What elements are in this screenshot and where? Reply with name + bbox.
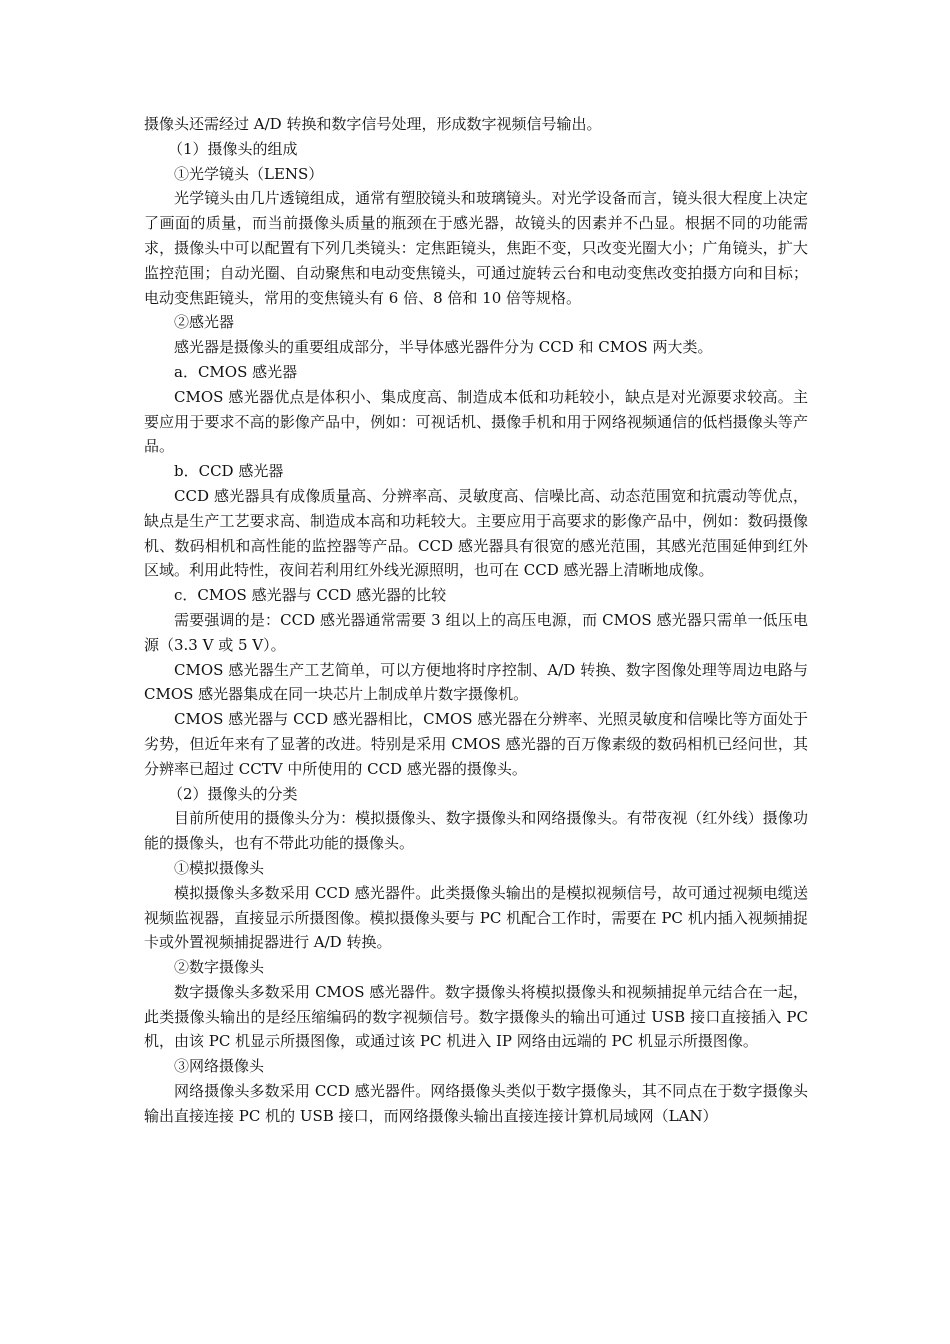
section-heading: （2）摄像头的分类	[168, 784, 298, 803]
body-paragraph: 光学镜头由几片透镜组成，通常有塑胶镜头和玻璃镜头。对光学设备而言，镜头很大程度上决定了画面的质量，而当前摄像头质量的瓶颈在于感光器，故镜头的因素并不凸显。根据不同的功能需求，摄像头中可以配置有下列几类镜头：定焦距镜头，焦距不变，只改变光圈大小；广角镜头，扩大监控范围；自动光圈、自动聚焦和电动变焦镜头，可通过旋转云台和电动变焦改变拍摄方向和目标；电动变焦距镜头，常用的变焦镜头有 6 倍、8 倍和 10 倍等规格。	[144, 189, 808, 307]
body-paragraph: CCD 感光器具有成像质量高、分辨率高、灵敏度高、信噪比高、动态范围宽和抗震动等优点，缺点是生产工艺要求高、制造成本高和功耗较大。主要应用于高要求的影像产品中，例如：数码摄像机、数码相机和高性能的监控器等产品。CCD 感光器具有很宽的感光范围，其感光范围延伸到红外区域。利用此特性，夜间若利用红外线光源照明，也可在 CCD 感光器上清晰地成像。	[144, 486, 808, 580]
section-heading: ①光学镜头（LENS）	[174, 164, 324, 183]
section-heading: （1）摄像头的组成	[168, 139, 298, 158]
section-heading: c．CMOS 感光器与 CCD 感光器的比较	[174, 586, 447, 605]
body-paragraph: 网络摄像头多数采用 CCD 感光器件。网络摄像头类似于数字摄像头，其不同点在于数字摄像头输出直接连接 PC 机的 USB 接口，而网络摄像头输出直接连接计算机局域网（LAN）	[144, 1082, 808, 1125]
section-heading: ①模拟摄像头	[174, 858, 265, 877]
body-paragraph: 摄像头还需经过 A/D 转换和数字信号处理，形成数字视频信号输出。	[144, 115, 602, 133]
body-paragraph: CMOS 感光器生产工艺简单，可以方便地将时序控制、A/D 转换、数字图像处理等周边电路与 CMOS 感光器集成在同一块芯片上制成单片数字摄像机。	[144, 660, 808, 704]
body-paragraph: 目前所使用的摄像头分为：模拟摄像头、数字摄像头和网络摄像头。有带夜视（红外线）摄像功能的摄像头，也有不带此功能的摄像头。	[144, 809, 808, 853]
body-paragraph: 感光器是摄像头的重要组成部分，半导体感光器件分为 CCD 和 CMOS 两大类。	[174, 338, 713, 357]
body-paragraph: CMOS 感光器优点是体积小、集成度高、制造成本低和功耗较小，缺点是对光源要求较高。主要应用于要求不高的影像产品中，例如：可视话机、摄像手机和用于网络视频通信的低档摄像头等产品。	[144, 387, 808, 456]
section-heading: ②数字摄像头	[174, 958, 265, 977]
section-heading: b．CCD 感光器	[174, 462, 284, 481]
document-page	[144, 112, 808, 1129]
body-paragraph: CMOS 感光器与 CCD 感光器相比，CMOS 感光器在分辨率、光照灵敏度和信噪比等方面处于劣势，但近年来有了显著的改进。特别是采用 CMOS 感光器的百万像素级的数码相机已经问世，其分辨率已超过 CCTV 中所使用的 CCD 感光器的摄像头。	[144, 710, 808, 778]
section-heading: ③网络摄像头	[174, 1057, 265, 1076]
body-paragraph: 数字摄像头多数采用 CMOS 感光器件。数字摄像头将模拟摄像头和视频捕捉单元结合在一起，此类摄像头输出的是经压缩编码的数字视频信号。数字摄像头的输出可通过 USB 接口直接插入 PC 机，由该 PC 机显示所摄图像，或通过该 PC 机进入 IP 网络由远端的 PC 机显示所摄图像。	[144, 982, 808, 1051]
section-heading: ②感光器	[174, 313, 235, 332]
body-paragraph: 需要强调的是：CCD 感光器通常需要 3 组以上的高压电源，而 CMOS 感光器只需单一低压电源（3.3 V 或 5 V）。	[144, 610, 808, 654]
section-heading: a．CMOS 感光器	[174, 362, 298, 381]
body-paragraph: 模拟摄像头多数采用 CCD 感光器件。此类摄像头输出的是模拟视频信号，故可通过视频电缆送视频监视器，直接显示所摄图像。模拟摄像头要与 PC 机配合工作时，需要在 PC 机内插入视频捕捉卡或外置视频捕捉器进行 A/D 转换。	[144, 883, 808, 952]
